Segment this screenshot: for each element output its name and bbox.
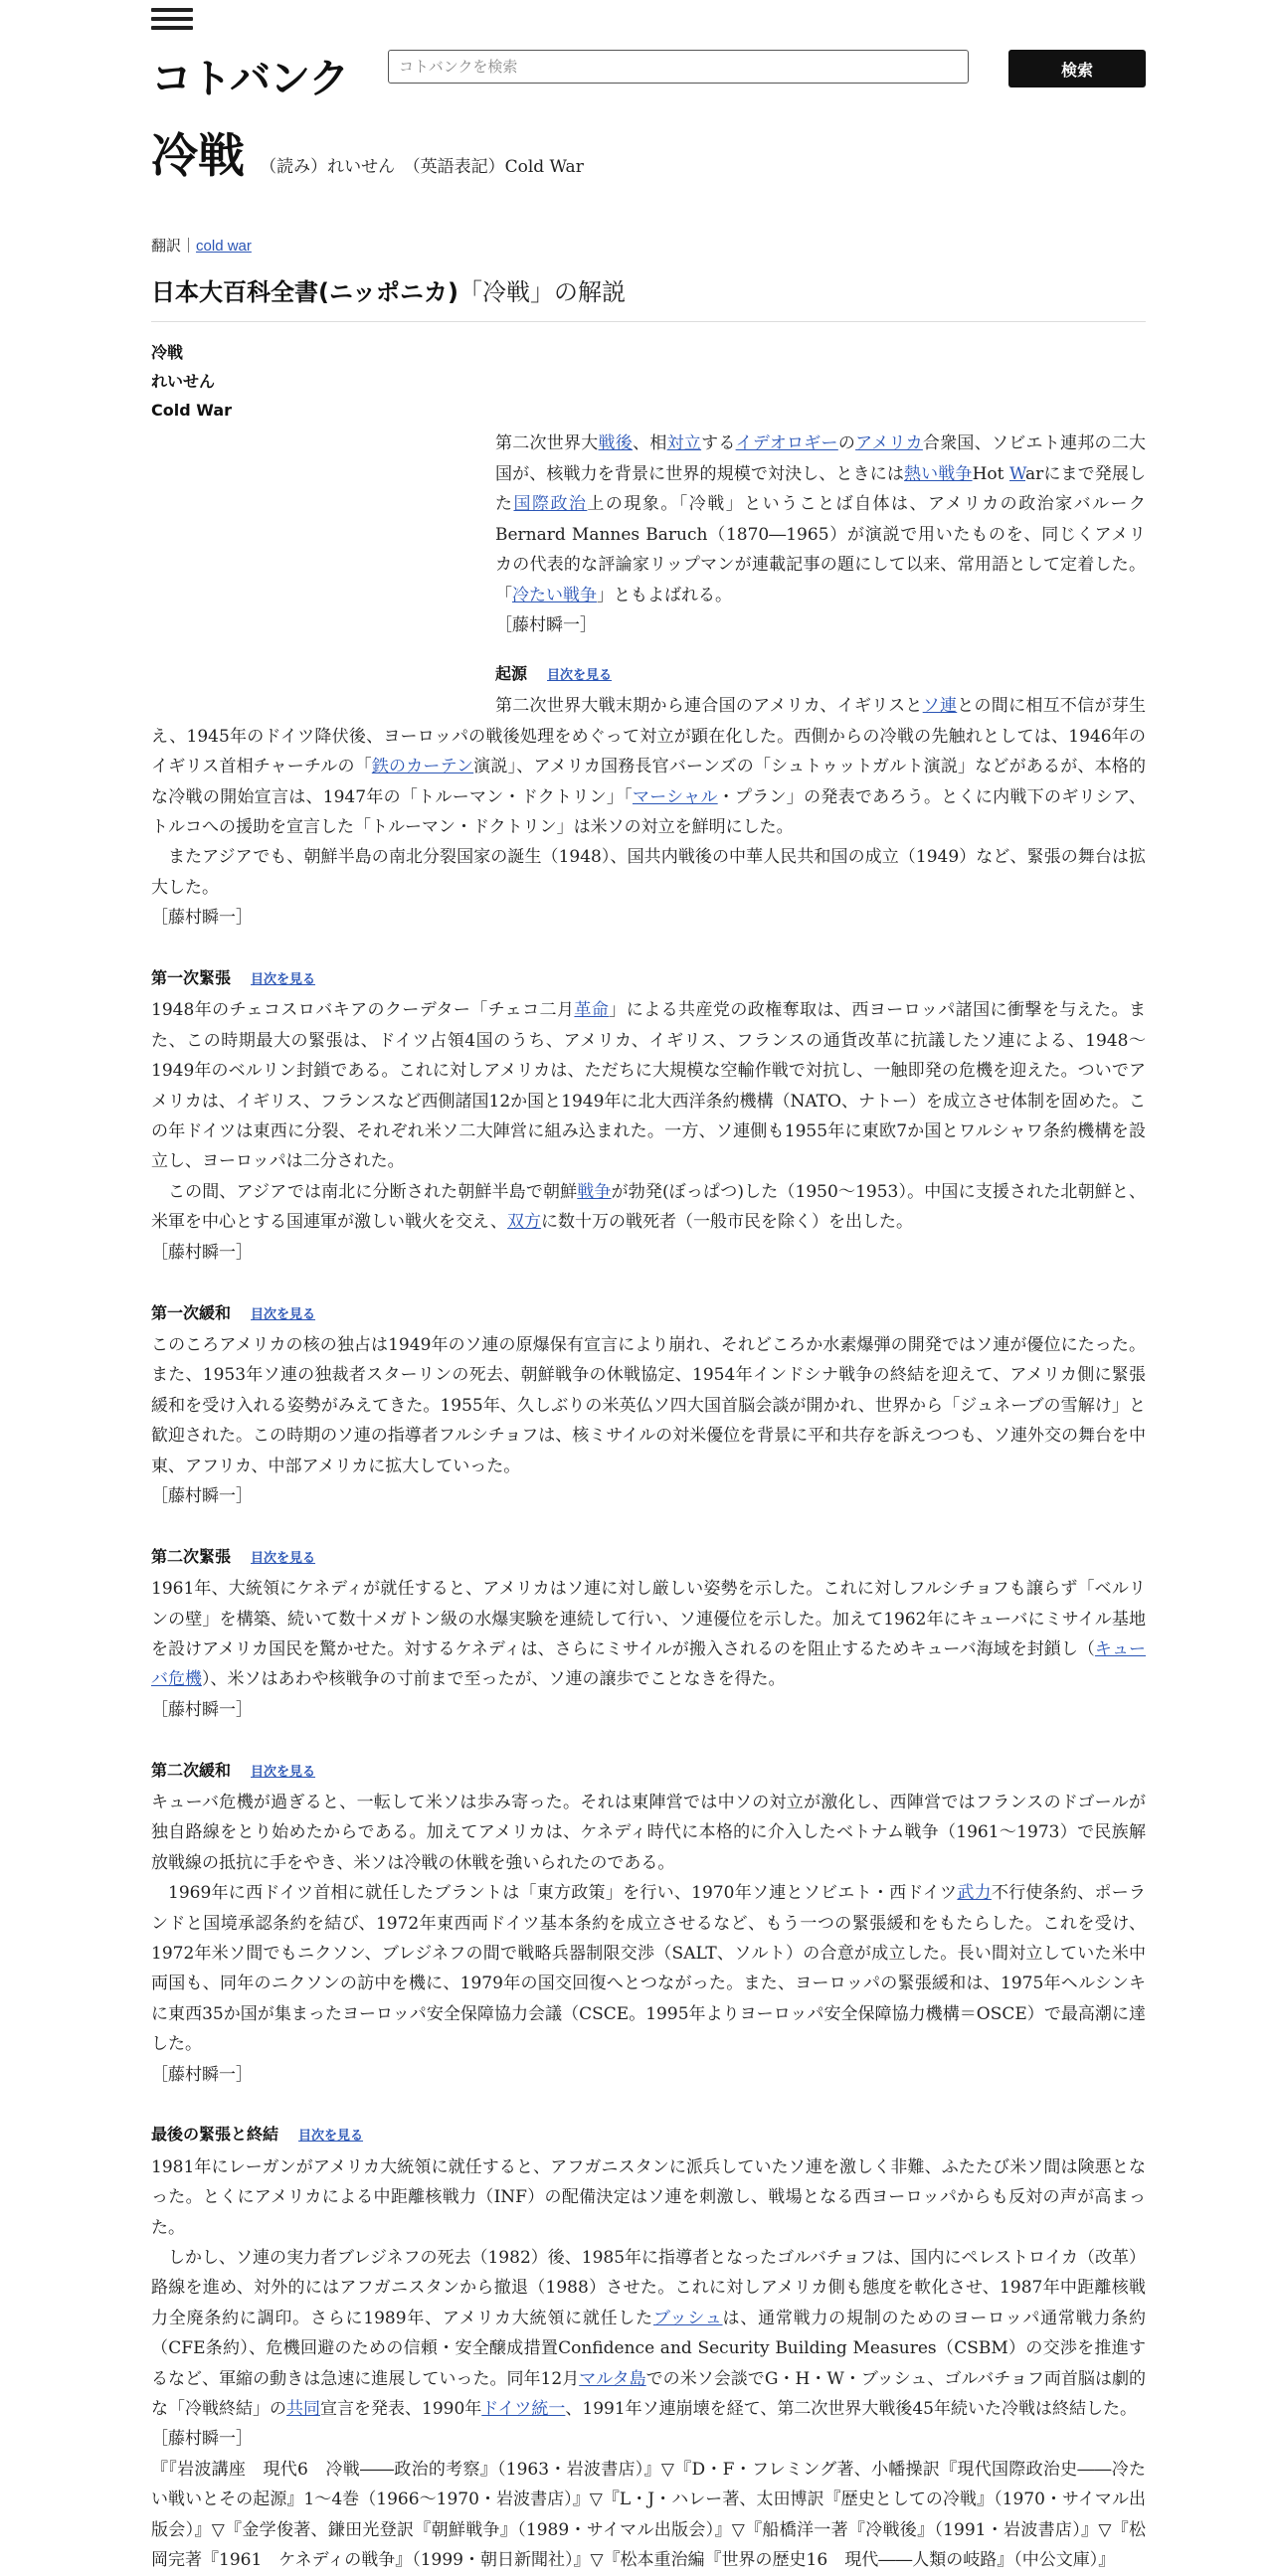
word-reading: （読み）れいせん （英語表記）Cold War bbox=[260, 157, 584, 177]
body-text: 」ともよばれる。 bbox=[597, 585, 732, 605]
glossary-link[interactable]: 共同 bbox=[286, 2399, 320, 2420]
body-text: 演説」、アメリカ国務長官バーンズの「シュトゥットガルト演説」などがあるが、本格的な冷戦の開始宣言は、1947年の「トルーマン・ドクトリン」「 bbox=[151, 757, 1146, 807]
article-body bbox=[151, 659, 1146, 2576]
section-paragraph bbox=[151, 1574, 1146, 1695]
section-heading bbox=[151, 1756, 1146, 1788]
glossary-link[interactable]: 双方 bbox=[507, 1212, 542, 1233]
body-text: する bbox=[701, 433, 736, 453]
body-text: での米ソ会談でG・H・W・ブッシュ、ゴルバチョフ両首脳は劇的な「冷戦終結」の bbox=[151, 2368, 1146, 2420]
site-logo[interactable]: コトバンク bbox=[151, 55, 349, 102]
body-text: 上の現象。「冷戦」ということば自体は、アメリカの政治家バルークBernard Mannes Baruch（1870―1965）が演説で用いたものを、同じくアメリカの代表的な評論家リップマンが連載記事の題にして以来、常用語として定着した。「 bbox=[495, 494, 1147, 605]
glossary-link[interactable]: W bbox=[1009, 463, 1025, 484]
glossary-link[interactable]: ソ連 bbox=[922, 696, 958, 717]
entry-heading bbox=[151, 338, 232, 425]
body-text: との間に相互不信が芽生え、1945年のドイツ降伏後、ヨーロッパの戦後処理をめぐって対立が顕在化した。西側からの冷戦の先触れとしては、1946年のイギリス首相チャーチルの「 bbox=[151, 696, 1147, 777]
section-heading bbox=[151, 2120, 1146, 2151]
word-header bbox=[151, 119, 584, 186]
section-title: 第二次緩和 bbox=[151, 1760, 232, 1780]
author-signature: ［藤村瞬一］ bbox=[495, 615, 597, 635]
author-signature: ［藤村瞬一］ bbox=[151, 908, 253, 929]
section-paragraph bbox=[151, 2243, 1146, 2424]
body-text: 第二次世界大 bbox=[495, 433, 599, 453]
glossary-link[interactable]: 武力 bbox=[957, 1883, 992, 1904]
body-text: 、相 bbox=[633, 433, 667, 453]
author-signature: ［藤村瞬一］ bbox=[151, 1699, 253, 1720]
section-title: 第二次緊張 bbox=[151, 1546, 232, 1566]
glossary-link[interactable]: アメリカ bbox=[855, 433, 923, 453]
body-text: 」による共産党の政権奪取は、西ヨーロッパ諸国に衝撃を与えた。また、この時期最大の緊張は、ドイツ占領4国のうち、アメリカ、イギリス、フランスの通貨改革に抗議したソ連による、1948～1949年のベルリン封鎖である。これに対しアメリカは、ただちに大規模な空輸作戦で対抗し、一触即発の危機を迎えた。ついでアメリカは、イギリス、フランスなど西側諸国12か国と1949年に北大西洋条約機構（NATO、ナトー）を成立させ体制を固めた。この年ドイツは東西に分裂、それぞれ米ソ二大陣営に組み込まれた。一方、ソ連側も1955年に東欧7か国とワルシャワ条約機構を設立し、ヨーロッパは二分された。 bbox=[151, 1000, 1146, 1172]
body-text: 宣言を発表、1990年 bbox=[320, 2399, 482, 2420]
toc-link[interactable]: 目次を見る bbox=[547, 668, 613, 683]
body-text: 1981年にレーガンがアメリカ大統領に就任すると、アフガニスタンに派兵していたソ連を激しく非難、ふたたび米ソ間は険悪となった。とくにアメリカによる中距離核戦力（INF）の配備決定はソ連を刺激し、戦場となる西ヨーロッパからも反対の声が高まった。 bbox=[151, 2156, 1146, 2238]
body-text: Hot bbox=[972, 463, 1009, 484]
search-input[interactable] bbox=[388, 50, 969, 84]
body-text: は、通常戦力の規制のためのヨーロッパ通常戦力条約（CFE条約）、危機回避のための信頼・安全醸成措置Confidence and Security Building Measures（CSBM）の交渉を推進するなど、軍縮の動きは急速に進展していった。同年12月 bbox=[151, 2308, 1146, 2389]
body-text: 第二次世界大戦末期から連合国のアメリカ、イギリスと bbox=[495, 696, 923, 717]
body-text: が勃発(ぼっぱつ)した（1950～1953）。中国に支援された北朝鮮と、米軍を中心とする国連軍が激しい戦火を交え、 bbox=[151, 1181, 1146, 1233]
translation-link[interactable]: cold war bbox=[196, 238, 252, 255]
dictionary-title bbox=[151, 272, 1146, 322]
entry-english: Cold War bbox=[151, 401, 233, 420]
glossary-link[interactable]: 戦後 bbox=[598, 433, 634, 453]
section-title: 第一次緩和 bbox=[151, 1302, 232, 1322]
section-paragraph bbox=[151, 842, 1146, 903]
body-text: の bbox=[837, 433, 856, 453]
section-heading bbox=[151, 1542, 1146, 1574]
body-text: arにまで発展した bbox=[495, 463, 1147, 514]
section-title: 第一次緊張 bbox=[151, 968, 232, 988]
toc-link[interactable]: 目次を見る bbox=[251, 1306, 316, 1322]
body-text: このころアメリカの核の独占は1949年のソ連の原爆保有宣言により崩れ、それどころか水素爆弾の開発ではソ連が優位にたった。また、1953年ソ連の独裁者スターリンの死去、朝鮮戦争の休戦協定、1954年インドシナ戦争の終結を迎えて、アメリカ側に緊張緩和を受け入れる姿勢がみえてきた。1955年、久しぶりの米英仏ソ四大国首脳会談が開かれ、世界から「ジュネーブの雪解け」と歓迎された。この時期のソ連の指導者フルシチョフは、核ミサイルの対米優位を背景に平和共存を訴えつつも、ソ連外交の舞台を中東、アフリカ、中部アメリカに拡大していった。 bbox=[151, 1334, 1146, 1476]
entry-headword: 冷戦 bbox=[151, 343, 184, 362]
body-text: しかし、ソ連の実力者ブレジネフの死去（1982）後、1985年に指導者となったゴルバチョフは、国内にペレストロイカ（改革）路線を進め、対外的にはアフガニスタンから撤退（1988）させた。これに対しアメリカ側も態度を軟化させ、1987年中距離核戦力全廃条約に調印。さらに1989年、アメリカ大統領に就任した bbox=[151, 2248, 1146, 2328]
dictionary-name: 日本大百科全書(ニッポニカ) bbox=[151, 278, 458, 306]
author-signature: ［藤村瞬一］ bbox=[151, 2429, 253, 2450]
glossary-link[interactable]: 革命 bbox=[574, 1000, 610, 1021]
glossary-link[interactable]: 熱い戦争 bbox=[904, 463, 973, 484]
section-heading bbox=[495, 659, 1146, 691]
menu-icon[interactable] bbox=[151, 8, 193, 30]
glossary-link[interactable]: 戦争 bbox=[577, 1181, 612, 1202]
glossary-link[interactable]: 冷たい戦争 bbox=[512, 585, 597, 605]
body-text: ・プラン」の発表であろう。とくに内戦下のギリシア、トルコへの援助を宣言した「トルーマン・ドクトリン」は米ソの対立を鮮明にした。 bbox=[151, 786, 1146, 838]
body-text: キューバ危機が過ぎると、一転して米ソは歩み寄った。それは東陣営では中ソの対立が激化し、西陣営ではフランスのドゴールが独自路線をとり始めたからである。加えてアメリカは、ケネディ時代に本格的に介入したベトナム戦争（1961～1973）で民族解放戦線の抵抗に手をやき、米ソは冷戦の休戦を強いられたのである。 bbox=[151, 1792, 1146, 1873]
section-paragraph bbox=[151, 2152, 1146, 2243]
section-heading bbox=[151, 963, 1146, 995]
body-text: この間、アジアでは南北に分断された朝鮮半島で朝鮮 bbox=[168, 1181, 578, 1202]
glossary-link[interactable]: 国際政治 bbox=[513, 494, 588, 514]
glossary-link[interactable]: 鉄のカーテン bbox=[371, 757, 474, 777]
text-indent-spacer bbox=[151, 691, 495, 721]
section-title: 起源 bbox=[495, 664, 528, 683]
body-text: に数十万の戦死者（一般市民を除く）を出した。 bbox=[541, 1212, 914, 1233]
glossary-link[interactable]: 対立 bbox=[666, 433, 702, 453]
body-text: 1961年、大統領にケネディが就任すると、アメリカはソ連に対し厳しい姿勢を示した。これに対しフルシチョフも譲らず「ベルリンの壁」を構築、続いて数十メガトン級の水爆実験を連続して行い、ソ連優位を示した。加えて1962年にキューバにミサイル基地を設けアメリカ国民を驚かせた。対するケネディは、さらにミサイルが搬入されるのを阻止するためキューバ海域を封鎖し（ bbox=[151, 1579, 1146, 1659]
glossary-link[interactable]: ブッシュ bbox=[652, 2308, 723, 2328]
body-text: ）、米ソはあわや核戦争の寸前まで至ったが、ソ連の譲歩でことなきを得た。 bbox=[202, 1669, 786, 1690]
page-title: 冷戦 bbox=[151, 129, 245, 184]
glossary-link[interactable]: マーシャル bbox=[632, 786, 718, 807]
glossary-link[interactable]: キューバ危機 bbox=[151, 1638, 1146, 1690]
body-text: またアジアでも、朝鮮半島の南北分裂国家の誕生（1948）、国共内戦後の中華人民共和国の成立（1949）など、緊張の舞台は拡大した。 bbox=[151, 847, 1146, 898]
glossary-link[interactable]: マルタ島 bbox=[579, 2368, 646, 2389]
intro-paragraph bbox=[495, 429, 1146, 610]
entry-reading: れいせん bbox=[151, 372, 216, 391]
glossary-link[interactable]: イデオロギー bbox=[735, 433, 838, 453]
body-text: 、1991年ソ連崩壊を経て、第二次世界大戦後45年続いた冷戦は終結した。 bbox=[565, 2399, 1137, 2420]
author-signature: ［藤村瞬一］ bbox=[151, 1485, 253, 1506]
section-paragraph bbox=[151, 1177, 1146, 1238]
section-paragraph bbox=[151, 691, 1146, 842]
section-title: 最後の緊張と終結 bbox=[151, 2125, 279, 2145]
body-text: 合衆国、ソビエト連邦の二大国が、核戦力を背景に世界的規模で対決し、ときには bbox=[495, 433, 1147, 484]
section-heading bbox=[151, 1298, 1146, 1330]
intro-section bbox=[495, 429, 1146, 641]
translation-row bbox=[151, 235, 252, 256]
toc-link[interactable]: 目次を見る bbox=[251, 1764, 316, 1780]
section-paragraph bbox=[151, 995, 1146, 1176]
body-text: 不行使条約、ポーランドと国境承認条約を結び、1972年東西両ドイツ基本条約を成立させるなど、もう一つの緊張緩和をもたらした。これを受け、1972年米ソ間でもニクソン、ブレジネフの間で戦略兵器制限交渉（SALT、ソルト）の合意が成立した。長い間対立していた米中両国も、同年のニクソンの訪中を機に、1979年の国交回復へとつながった。また、ヨーロッパの緊張緩和は、1975年ヘルシンキに東西35か国が集まったヨーロッパ安全保障協力会議（CSCE。1995年よりヨーロッパ安全保障協力機構＝OSCE）で最高潮に達した。 bbox=[151, 1883, 1147, 2055]
dictionary-suffix: 「冷戦」の解説 bbox=[457, 278, 626, 306]
body-text: 1948年のチェコスロバキアのクーデター「チェコ二月 bbox=[151, 1000, 575, 1021]
section-paragraph bbox=[151, 1788, 1146, 1878]
toc-link[interactable]: 目次を見る bbox=[298, 2129, 364, 2145]
author-signature: ［藤村瞬一］ bbox=[151, 1242, 253, 1263]
search-button[interactable]: 検索 bbox=[1008, 50, 1146, 87]
translation-label: 翻訳｜ bbox=[151, 238, 197, 255]
section-paragraph bbox=[151, 1330, 1146, 1481]
bibliography: 『『岩波講座 現代6 冷戦――政治的考察』（1963・岩波書店）』▽『D・F・フレミング著、小幡操訳『現代国際政治史――冷たい戦いとその起源』1～4巻（1966～1970・岩波書店）』▽『L・J・ハレー著、太田博訳『歴史としての冷戦』（1970・サイマル出版会）』▽『金学俊著、鎌田光登訳『朝鮮戦争』（1989・サイマル出版会）』▽『船橋洋一著『冷戦後』（1991・岩波書店）』▽『松岡完著『1961 ケネディの戦争』（1999・朝日新聞社）』▽『松本重治編『世界の歴史16 現代――人類の岐路』（中公文庫）』 bbox=[151, 2459, 1146, 2571]
toc-link[interactable]: 目次を見る bbox=[251, 1550, 316, 1566]
toc-link[interactable]: 目次を見る bbox=[251, 972, 316, 988]
glossary-link[interactable]: ドイツ統一 bbox=[481, 2399, 566, 2420]
section-paragraph bbox=[151, 1878, 1146, 2059]
author-signature: ［藤村瞬一］ bbox=[151, 2064, 253, 2085]
body-text: 1969年に西ドイツ首相に就任したブラントは「東方政策」を行い、1970年ソ連とソビエト・西ドイツ bbox=[168, 1883, 958, 1904]
